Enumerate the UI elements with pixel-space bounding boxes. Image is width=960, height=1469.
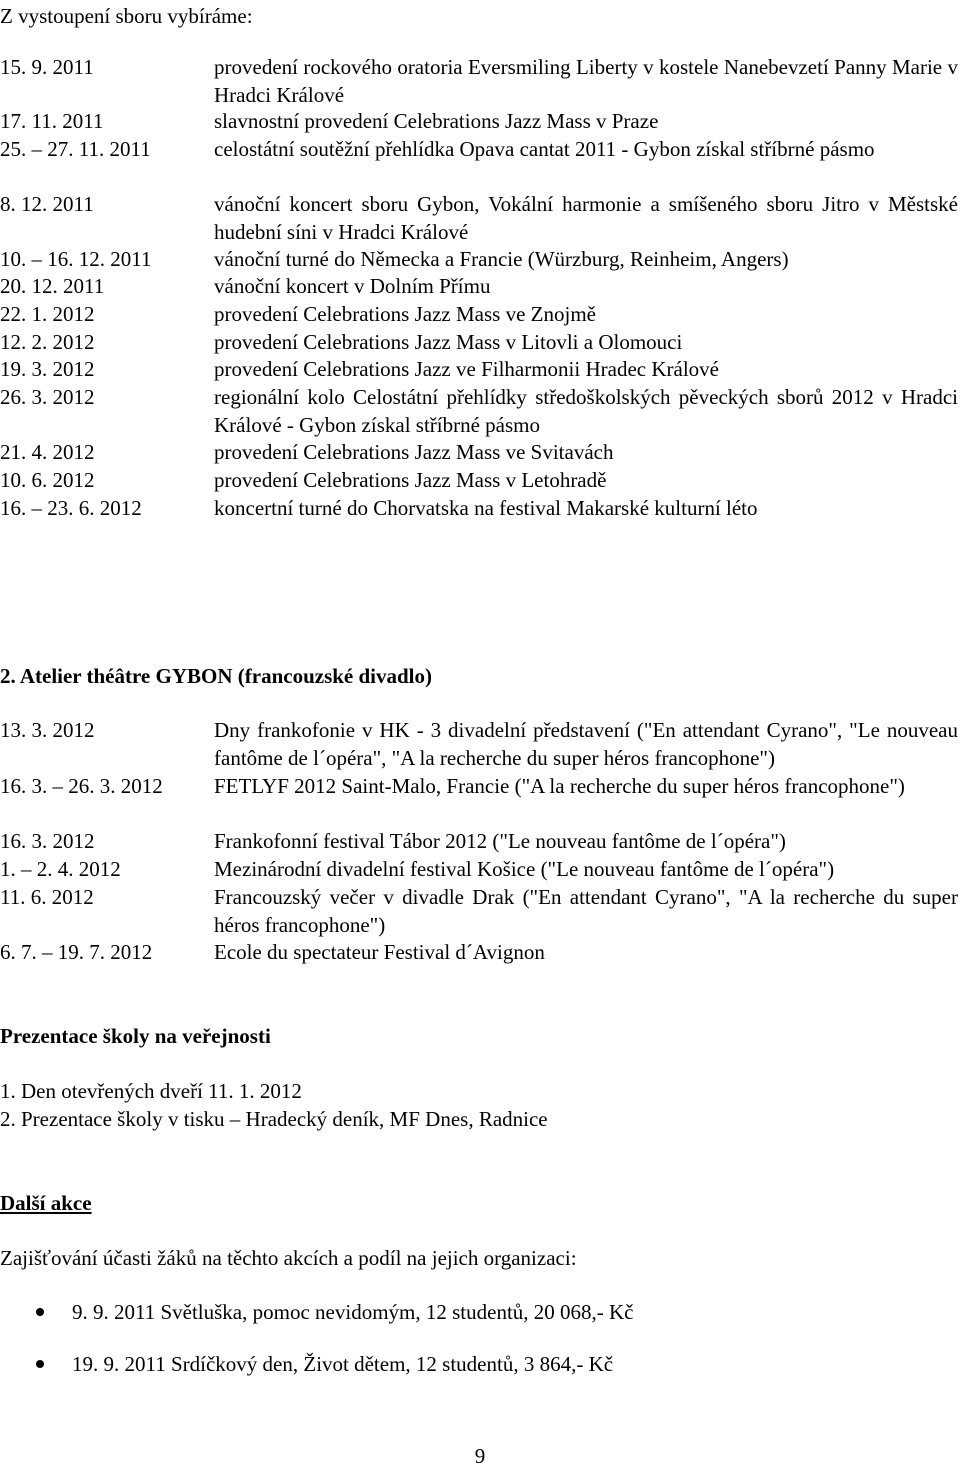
event-text: vánoční koncert sboru Gybon, Vokální harmonie a smíšeného sboru Jitro v Městské hudební síni v Hradci Králové xyxy=(214,192,958,244)
dalsi-heading: Další akce xyxy=(0,1191,92,1215)
event-text: provedení Celebrations Jazz Mass ve Znojmě xyxy=(214,302,596,326)
event-date: 19. 3. 2012 xyxy=(0,357,95,381)
event-text: celostátní soutěžní přehlídka Opava cantat 2011 - Gybon získal stříbrné pásmo xyxy=(214,137,875,161)
event-text: vánoční koncert v Dolním Přímu xyxy=(214,274,491,298)
event-text: FETLYF 2012 Saint-Malo, Francie ("A la recherche du super héros francophone") xyxy=(214,774,905,798)
event-date: 21. 4. 2012 xyxy=(0,440,95,464)
event-date: 22. 1. 2012 xyxy=(0,302,95,326)
event-date: 12. 2. 2012 xyxy=(0,330,95,354)
event-date: 16. – 23. 6. 2012 xyxy=(0,496,142,520)
event-date: 10. – 16. 12. 2011 xyxy=(0,247,152,271)
event-text: regionální kolo Celostátní přehlídky středoškolských pěveckých sborů 2012 v Hradci Králové - Gybon získal stříbrné pásmo xyxy=(214,385,958,437)
event-date: 11. 6. 2012 xyxy=(0,885,94,909)
event-text: vánoční turné do Německa a Francie (Würzburg, Reinheim, Angers) xyxy=(214,247,789,271)
prezentace-heading: Prezentace školy na veřejnosti xyxy=(0,1024,271,1048)
bullet-icon xyxy=(36,1308,44,1316)
atelier-heading: 2. Atelier théâtre GYBON (francouzské divadlo) xyxy=(0,664,433,688)
event-text: koncertní turné do Chorvatska na festival Makarské kulturní léto xyxy=(214,496,758,520)
event-text: provedení rockového oratoria Eversmiling Liberty v kostele Nanebevzetí Panny Marie v Hradci Králové xyxy=(214,55,958,107)
event-date: 10. 6. 2012 xyxy=(0,468,95,492)
event-date: 1. – 2. 4. 2012 xyxy=(0,857,121,881)
event-text: provedení Celebrations Jazz Mass ve Svitavách xyxy=(214,440,614,464)
event-text: Francouzský večer v divadle Drak ("En attendant Cyrano", "A la recherche du super héros francophone") xyxy=(214,885,958,937)
event-text: provedení Celebrations Jazz ve Filharmonii Hradec Králové xyxy=(214,357,719,381)
event-date: 8. 12. 2011 xyxy=(0,192,94,216)
list-item-text: 9. 9. 2011 Světluška, pomoc nevidomým, 12 studentů, 20 068,- Kč xyxy=(72,1300,634,1324)
event-date: 26. 3. 2012 xyxy=(0,385,95,409)
event-text: Dny frankofonie v HK - 3 divadelní představení ("En attendant Cyrano", "Le nouveau fantôme de l´opéra", "A la recherche du super héros francophone") xyxy=(214,718,958,770)
event-date: 17. 11. 2011 xyxy=(0,109,104,133)
prezentace-item: 1. Den otevřených dveří 11. 1. 2012 xyxy=(0,1079,302,1103)
choir-intro: Z vystoupení sboru vybíráme: xyxy=(0,4,253,28)
page-number: 9 xyxy=(474,1444,486,1468)
event-date: 16. 3. – 26. 3. 2012 xyxy=(0,774,163,798)
event-text: provedení Celebrations Jazz Mass v Litovli a Olomouci xyxy=(214,330,683,354)
event-text: Ecole du spectateur Festival d´Avignon xyxy=(214,940,545,964)
event-date: 13. 3. 2012 xyxy=(0,718,95,742)
dalsi-intro: Zajišťování účasti žáků na těchto akcích a podíl na jejich organizaci: xyxy=(0,1246,577,1270)
event-text: Mezinárodní divadelní festival Košice ("Le nouveau fantôme de l´opéra") xyxy=(214,857,835,881)
event-date: 20. 12. 2011 xyxy=(0,274,105,298)
event-text: provedení Celebrations Jazz Mass v Letohradě xyxy=(214,468,607,492)
event-date: 25. – 27. 11. 2011 xyxy=(0,137,151,161)
bullet-icon xyxy=(36,1360,44,1368)
prezentace-item: 2. Prezentace školy v tisku – Hradecký deník, MF Dnes, Radnice xyxy=(0,1107,548,1131)
event-date: 15. 9. 2011 xyxy=(0,55,94,79)
event-date: 16. 3. 2012 xyxy=(0,829,95,853)
event-date: 6. 7. – 19. 7. 2012 xyxy=(0,940,153,964)
event-text: Frankofonní festival Tábor 2012 ("Le nouveau fantôme de l´opéra") xyxy=(214,829,786,853)
list-item-text: 19. 9. 2011 Srdíčkový den, Život dětem, 12 studentů, 3 864,- Kč xyxy=(72,1352,614,1376)
event-text: slavnostní provedení Celebrations Jazz Mass v Praze xyxy=(214,109,659,133)
